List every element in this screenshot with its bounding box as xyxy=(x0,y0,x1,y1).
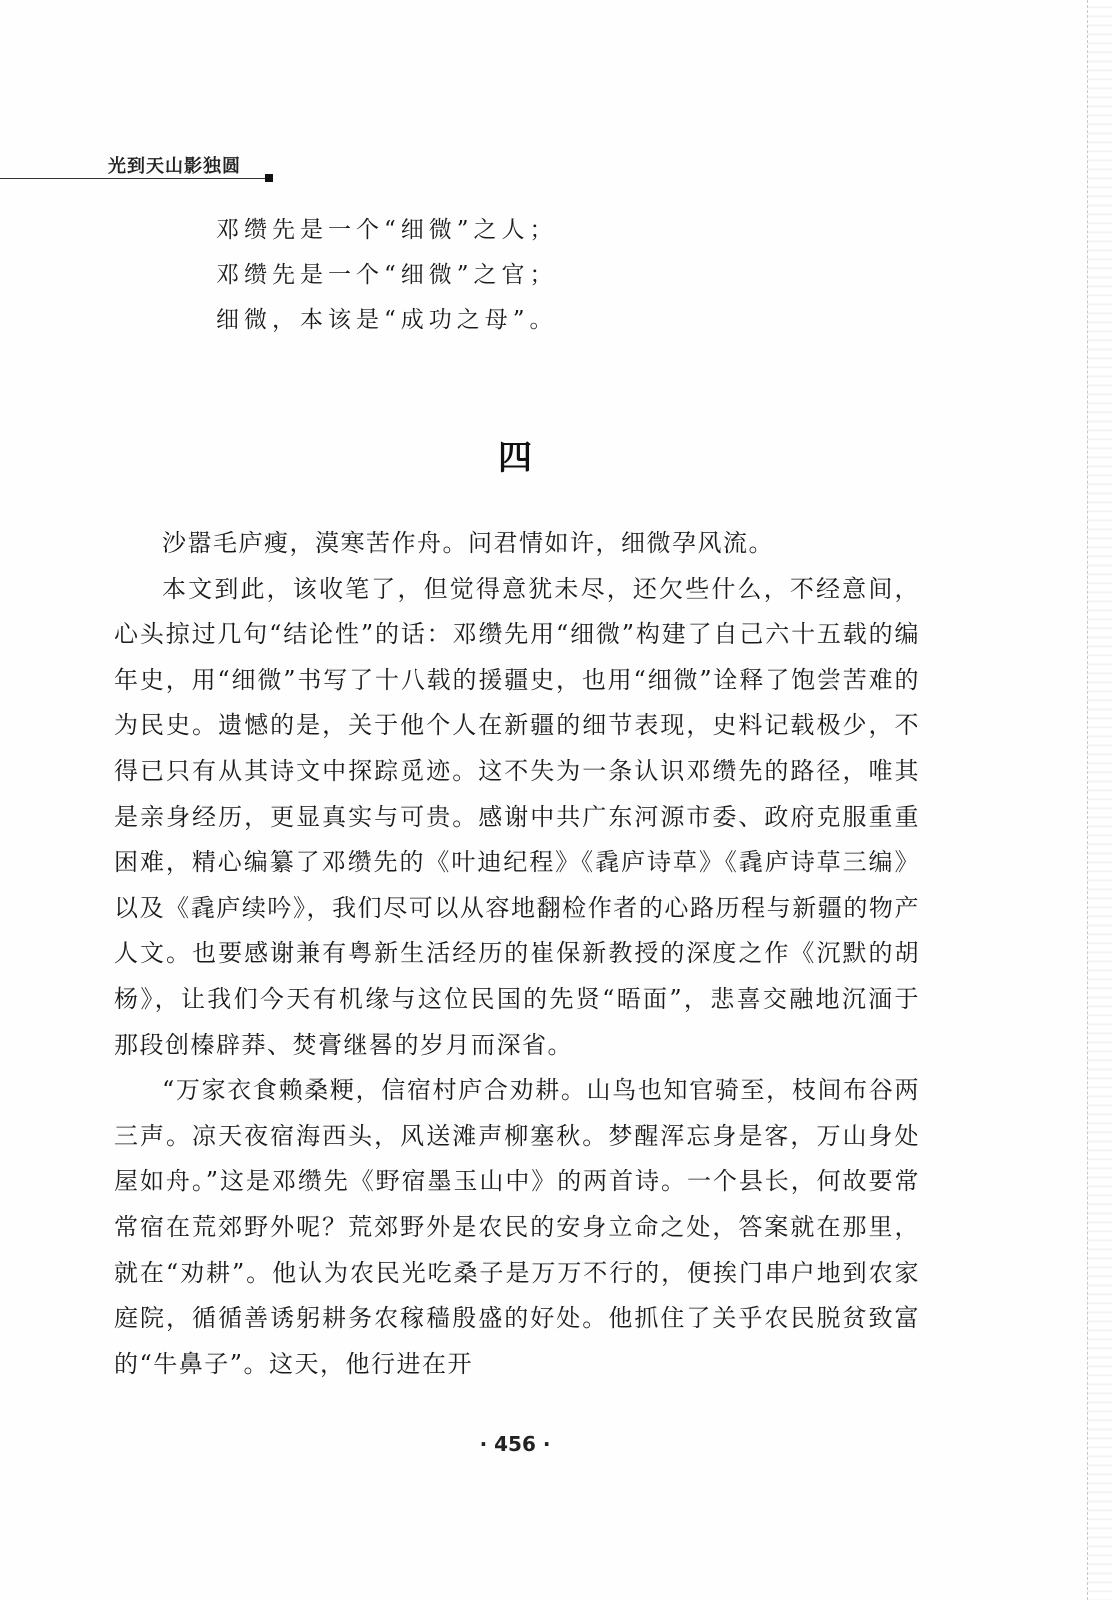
verse-block xyxy=(216,208,558,343)
paragraph: “万家衣食赖桑粳，信宿村庐合劝耕。山鸟也知官骑至，枝间布谷两三声。凉天夜宿海西头，风送滩声柳塞秋。梦醒浑忘身是客，万山身处屋如舟。”这是邓缵先《野宿墨玉山中》的两首诗。一个县长，何故要常常宿在荒郊野外呢？荒郊野外是农民的安身立命之处，答案就在那里，就在“劝耕”。他认为农民光吃桑子是万万不行的，便挨门串户地到农家庭院，循循善诱躬耕务农稼穑殷盛的好处。他抓住了关乎农民脱贫致富的“牛鼻子”。这天，他行进在开 xyxy=(114,1076,920,1378)
running-header xyxy=(0,152,275,180)
body-text xyxy=(114,521,920,1387)
paragraph: 本文到此，该收笔了，但觉得意犹未尽，还欠些什么，不经意间，心头掠过几句“结论性”的话：邓缵先用“细微”构建了自己六十五载的编年史，用“细微”书写了十八载的援疆史，也用“细微”诠释了饱尝苦难的为民史。遗憾的是，关于他个人在新疆的细节表现，史料记载极少，不得已只有从其诗文中探踪觅迹。这不失为一条认识邓缵先的路径，唯其是亲身经历，更显真实与可贵。感谢中共广东河源市委、政府克服重重困难，精心编纂了邓缵先的《叶迪纪程》《毳庐诗草》《毳庐诗草三编》以及《毳庐续吟》，我们尽可以从容地翻检作者的心路历程与新疆的物产人文。也要感谢兼有粤新生活经历的崔保新教授的深度之作《沉默的胡杨》，让我们今天有机缘与这位民国的先贤“晤面”，悲喜交融地沉湎于那段创榛辟莽、焚膏继晷的岁月而深省。 xyxy=(114,574,920,1059)
paragraph-poem: 沙嚣毛庐瘦，漠寒苦作舟。问君情如许，细微孕风流。 xyxy=(162,529,774,557)
scan-edge xyxy=(1087,0,1112,1600)
header-square-marker xyxy=(265,174,273,182)
page-number: · 456 · xyxy=(479,1432,551,1456)
section-heading: 四 xyxy=(498,438,532,478)
running-header-title: 光到天山影独圆 xyxy=(108,156,241,177)
verse-line: 细微，本该是“成功之母”。 xyxy=(216,307,558,333)
verse-line: 邓缵先是一个“细微”之人； xyxy=(216,217,558,243)
header-rule xyxy=(0,178,266,179)
verse-line: 邓缵先是一个“细微”之官； xyxy=(216,262,558,288)
